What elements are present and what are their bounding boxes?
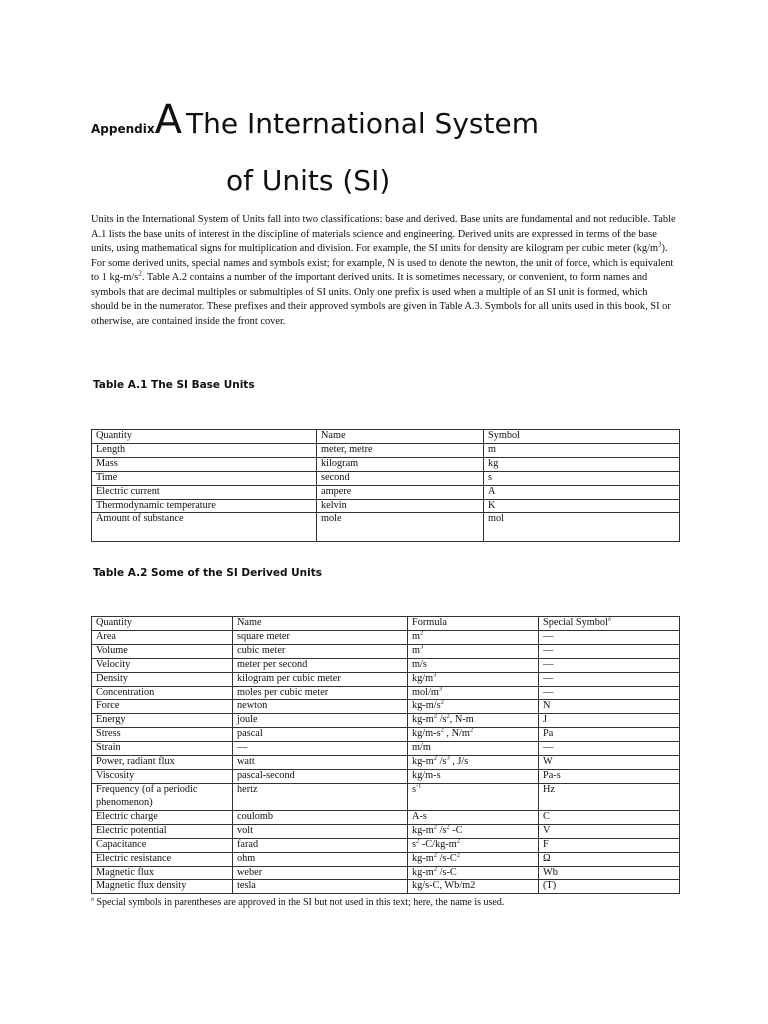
- table-row: [92, 499, 680, 513]
- formula-cell: m/m: [408, 742, 539, 756]
- table-row: [92, 443, 680, 457]
- table-row: [92, 852, 680, 866]
- name-cell: ohm: [233, 852, 408, 866]
- table-row: [92, 728, 680, 742]
- name-cell: volt: [233, 824, 408, 838]
- header-cell: Name: [233, 617, 408, 631]
- table-row: [92, 880, 680, 894]
- quantity-cell: Magnetic flux density: [92, 880, 233, 894]
- formula-cell: $kg-m^2$ $/s^3$ , J/s: [408, 756, 539, 770]
- quantity-cell: Viscosity: [92, 769, 233, 783]
- table-row: [92, 838, 680, 852]
- quantity-cell: Electric resistance: [92, 852, 233, 866]
- symbol-cell: F: [539, 838, 680, 852]
- name-cell: joule: [233, 714, 408, 728]
- name-cell: farad: [233, 838, 408, 852]
- name-cell: coulomb: [233, 810, 408, 824]
- si-derived-units-table: [91, 616, 680, 894]
- symbol-cell: A: [484, 485, 680, 499]
- quantity-cell: Electric current: [92, 485, 317, 499]
- symbol-cell: Wb: [539, 866, 680, 880]
- quantity-cell: Magnetic flux: [92, 866, 233, 880]
- name-cell: pascal: [233, 728, 408, 742]
- quantity-cell: Electric potential: [92, 824, 233, 838]
- formula-cell: $s^2$ $-C/kg-m^2$: [408, 838, 539, 852]
- intro-paragraph: Units in the International System of Units fall into two classifications: base and derived. Base units are fundamental and not reducible. Table A.1 lists the base units of interest in the discipline of materials science and engineering. Derived units are expressed in terms of the base units, using mathematical signs for multiplication and division. For example, the SI units for density are kilogram per cubic meter $(kg/m^3)$. For some derived units, special names and symbols exist; for example, N is used to denote the newton, the unit of force, which is equivalent to 1 $kg-m/s^2$. Table A.2 contains a number of the important derived units. It is sometimes necessary, or convenient, to form names and symbols that are decimal multiples or submultiples of SI units. Only one prefix is used when a multiple of an SI unit is formed, which should be in the numerator. These prefixes and their approved symbols are given in Table A.3. Symbols for all units used in this book, SI or otherwise, are contained inside the front cover.: [91, 214, 676, 327]
- formula-cell: $kg-m^2$ $/s^2$ -C: [408, 824, 539, 838]
- symbol-cell: —: [539, 742, 680, 756]
- name-cell: second: [317, 471, 484, 485]
- header-cell: Name: [317, 430, 484, 444]
- quantity-cell: Amount of substance: [92, 513, 317, 542]
- quantity-cell: Electric charge: [92, 810, 233, 824]
- symbol-cell: K: [484, 499, 680, 513]
- symbol-cell: —: [539, 686, 680, 700]
- quantity-cell: Force: [92, 700, 233, 714]
- header-cell: Special Symbol$^a$: [539, 617, 680, 631]
- name-cell: hertz: [233, 783, 408, 810]
- symbol-cell: mol: [484, 513, 680, 542]
- quantity-cell: Length: [92, 443, 317, 457]
- quantity-cell: Power, radiant flux: [92, 756, 233, 770]
- symbol-cell: C: [539, 810, 680, 824]
- table-row: [92, 742, 680, 756]
- name-cell: mole: [317, 513, 484, 542]
- name-cell: meter per second: [233, 658, 408, 672]
- formula-cell: $s^{-1}$: [408, 783, 539, 810]
- name-cell: tesla: [233, 880, 408, 894]
- quantity-cell: Velocity: [92, 658, 233, 672]
- quantity-cell: Time: [92, 471, 317, 485]
- table-a2-caption: Table A.2 Some of the SI Derived Units: [93, 567, 323, 579]
- name-cell: moles per cubic meter: [233, 686, 408, 700]
- name-cell: cubic meter: [233, 644, 408, 658]
- quantity-cell: Area: [92, 630, 233, 644]
- header-cell: Symbol: [484, 430, 680, 444]
- formula-cell: mol/$m^3$: [408, 686, 539, 700]
- symbol-cell: N: [539, 700, 680, 714]
- table-row: [92, 714, 680, 728]
- table-header-row: [92, 430, 680, 444]
- table-row: [92, 471, 680, 485]
- page-title-line2: of Units (SI): [226, 164, 391, 197]
- table-row: [92, 457, 680, 471]
- table-row: [92, 644, 680, 658]
- formula-cell: $kg-m^2$ $/s-C^2$: [408, 852, 539, 866]
- table-row: [92, 810, 680, 824]
- appendix-word: Appendix: [91, 122, 155, 136]
- symbol-cell: —: [539, 672, 680, 686]
- formula-cell: $kg-m^2$ $/s^2$, N-m: [408, 714, 539, 728]
- symbol-cell: (T): [539, 880, 680, 894]
- name-cell: kilogram per cubic meter: [233, 672, 408, 686]
- name-cell: pascal-second: [233, 769, 408, 783]
- symbol-cell: W: [539, 756, 680, 770]
- symbol-cell: Pa-s: [539, 769, 680, 783]
- table-row: [92, 485, 680, 499]
- formula-cell: $kg-m/s^2$: [408, 700, 539, 714]
- quantity-cell: Density: [92, 672, 233, 686]
- quantity-cell: Volume: [92, 644, 233, 658]
- formula-cell: $kg/m^3$: [408, 672, 539, 686]
- name-cell: square meter: [233, 630, 408, 644]
- name-cell: kilogram: [317, 457, 484, 471]
- appendix-heading: [91, 97, 691, 197]
- table-row: [92, 630, 680, 644]
- symbol-cell: Hz: [539, 783, 680, 810]
- name-cell: kelvin: [317, 499, 484, 513]
- formula-cell: $kg/m-s^2$ , $N/m^2$: [408, 728, 539, 742]
- table-row: [92, 866, 680, 880]
- table-row: [92, 672, 680, 686]
- symbol-cell: —: [539, 658, 680, 672]
- header-cell: Quantity: [92, 617, 233, 631]
- header-cell: Formula: [408, 617, 539, 631]
- symbol-cell: kg: [484, 457, 680, 471]
- table-row: [92, 783, 680, 810]
- header-cell: Quantity: [92, 430, 317, 444]
- table-row: [92, 513, 680, 542]
- formula-cell: kg/m-s: [408, 769, 539, 783]
- page-title-line1: The International System: [185, 107, 539, 140]
- symbol-cell: V: [539, 824, 680, 838]
- formula-cell: m/s: [408, 658, 539, 672]
- symbol-cell: m: [484, 443, 680, 457]
- table-row: [92, 658, 680, 672]
- name-cell: newton: [233, 700, 408, 714]
- name-cell: meter, metre: [317, 443, 484, 457]
- name-cell: ampere: [317, 485, 484, 499]
- table-a2-footnote: $^a$ Special symbols in parentheses are approved in the SI but not used in this text; here, the name is used.: [91, 895, 505, 908]
- symbol-cell: Ω: [539, 852, 680, 866]
- name-cell: weber: [233, 866, 408, 880]
- si-base-units-table: [91, 429, 680, 542]
- symbol-cell: Pa: [539, 728, 680, 742]
- symbol-cell: —: [539, 644, 680, 658]
- formula-cell: $m^3$: [408, 644, 539, 658]
- symbol-cell: —: [539, 630, 680, 644]
- formula-cell: A-s: [408, 810, 539, 824]
- name-cell: watt: [233, 756, 408, 770]
- quantity-cell: Stress: [92, 728, 233, 742]
- table-row: [92, 756, 680, 770]
- formula-cell: $kg-m^2$ /s-C: [408, 866, 539, 880]
- appendix-letter: A: [154, 97, 182, 143]
- table-row: [92, 686, 680, 700]
- quantity-cell: Concentration: [92, 686, 233, 700]
- formula-cell: $m^2$: [408, 630, 539, 644]
- table-row: [92, 769, 680, 783]
- table-row: [92, 700, 680, 714]
- quantity-cell: Mass: [92, 457, 317, 471]
- symbol-cell: s: [484, 471, 680, 485]
- formula-cell: kg/s-C, Wb/m2: [408, 880, 539, 894]
- quantity-cell: Energy: [92, 714, 233, 728]
- quantity-cell: Capacitance: [92, 838, 233, 852]
- symbol-cell: J: [539, 714, 680, 728]
- quantity-cell: Thermodynamic temperature: [92, 499, 317, 513]
- quantity-cell: Strain: [92, 742, 233, 756]
- table-row: [92, 824, 680, 838]
- quantity-cell: Frequency (of a periodic phenomenon): [92, 783, 233, 810]
- table-a1-caption: Table A.1 The SI Base Units: [93, 379, 255, 391]
- table-header-row: [92, 617, 680, 631]
- name-cell: —: [233, 742, 408, 756]
